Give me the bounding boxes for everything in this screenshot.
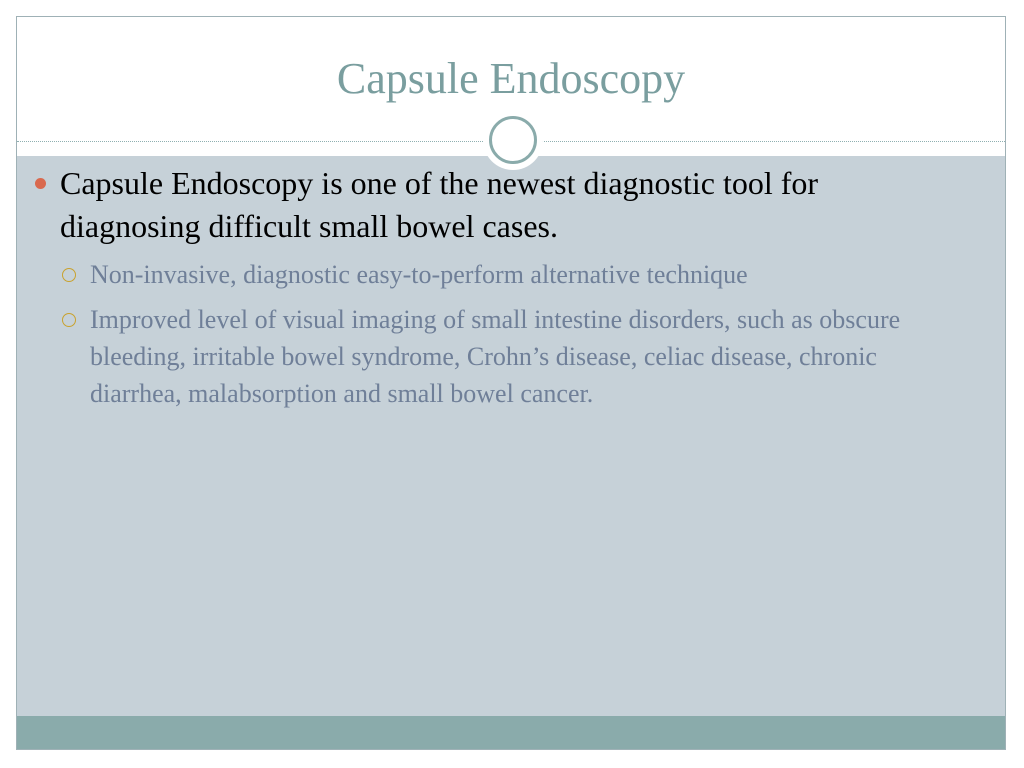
bullet-text: Capsule Endoscopy is one of the newest diagnostic tool for diagnosing difficult small bowel cases. — [60, 165, 819, 244]
sub-bullet-item — [30, 256, 960, 293]
sub-bullet-text: Non-invasive, diagnostic easy-to-perform alternative technique — [90, 260, 748, 289]
bullet-item — [30, 162, 960, 248]
filled-dot-icon — [35, 178, 46, 189]
sub-bullet-item — [30, 301, 960, 412]
hollow-ring-icon — [62, 313, 76, 327]
slide-title: Capsule Endoscopy — [336, 54, 686, 103]
hollow-ring-icon — [62, 268, 76, 282]
slide-content — [30, 162, 960, 420]
footer-bar — [17, 716, 1005, 750]
double-circle-icon — [483, 110, 543, 170]
sub-bullet-text: Improved level of visual imaging of small intestine disorders, such as obscure bleeding, irritable bowel syndrome, Crohn’s disease, celiac disease, chronic diarrhea, malabsorption and small bowel cancer. — [90, 305, 901, 408]
